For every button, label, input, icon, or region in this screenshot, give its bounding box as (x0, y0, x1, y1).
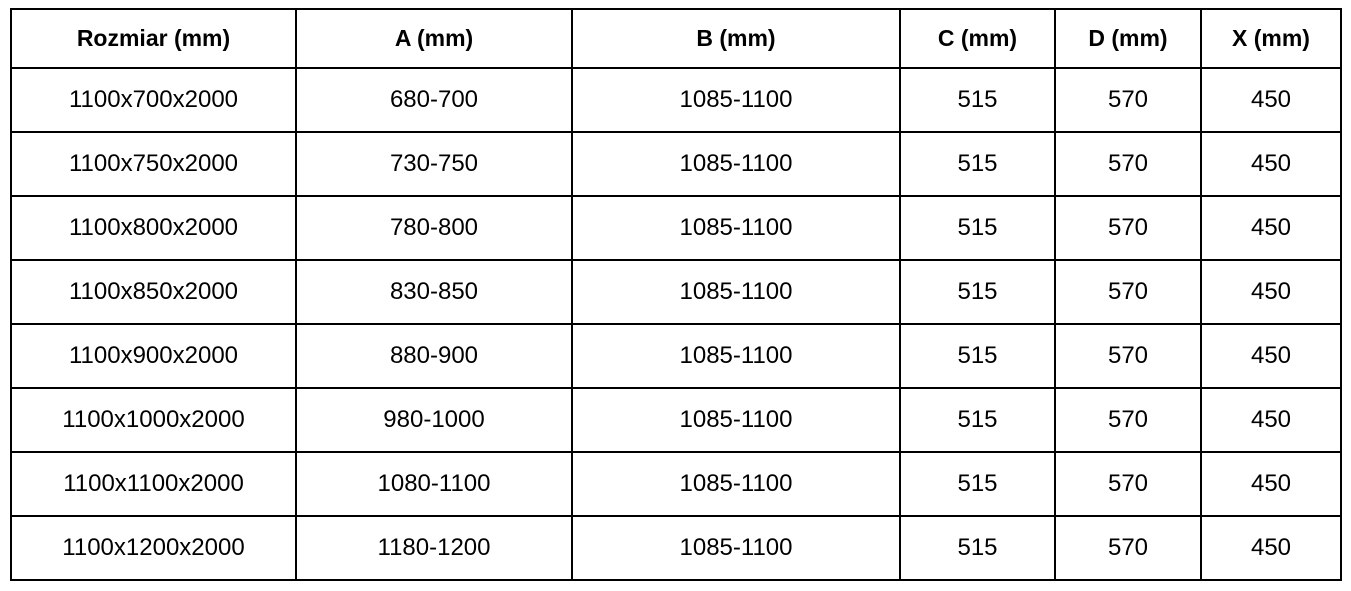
table-row (11, 516, 1341, 580)
cell-rozmiar: 1100x750x2000 (11, 132, 296, 196)
cell-c: 515 (900, 132, 1055, 196)
cell-b: 1085-1100 (572, 452, 900, 516)
cell-b: 1085-1100 (572, 388, 900, 452)
cell-rozmiar: 1100x900x2000 (11, 324, 296, 388)
cell-b: 1085-1100 (572, 260, 900, 324)
cell-c: 515 (900, 68, 1055, 132)
table-row (11, 68, 1341, 132)
table-row (11, 260, 1341, 324)
cell-a: 680-700 (296, 68, 572, 132)
cell-b: 1085-1100 (572, 132, 900, 196)
cell-a: 980-1000 (296, 388, 572, 452)
cell-b: 1085-1100 (572, 516, 900, 580)
cell-a: 880-900 (296, 324, 572, 388)
column-header-d: D (mm) (1055, 9, 1201, 68)
cell-rozmiar: 1100x1000x2000 (11, 388, 296, 452)
cell-rozmiar: 1100x1200x2000 (11, 516, 296, 580)
table-row (11, 452, 1341, 516)
cell-x: 450 (1201, 132, 1341, 196)
cell-a: 1080-1100 (296, 452, 572, 516)
cell-rozmiar: 1100x800x2000 (11, 196, 296, 260)
column-header-c: C (mm) (900, 9, 1055, 68)
cell-c: 515 (900, 388, 1055, 452)
dimension-table-container (10, 8, 1342, 581)
cell-c: 515 (900, 452, 1055, 516)
cell-x: 450 (1201, 260, 1341, 324)
table-row (11, 196, 1341, 260)
table-row (11, 388, 1341, 452)
cell-d: 570 (1055, 452, 1201, 516)
cell-c: 515 (900, 196, 1055, 260)
cell-x: 450 (1201, 196, 1341, 260)
cell-b: 1085-1100 (572, 324, 900, 388)
cell-a: 730-750 (296, 132, 572, 196)
table-row (11, 324, 1341, 388)
cell-a: 830-850 (296, 260, 572, 324)
cell-d: 570 (1055, 68, 1201, 132)
cell-a: 1180-1200 (296, 516, 572, 580)
cell-rozmiar: 1100x850x2000 (11, 260, 296, 324)
column-header-rozmiar: Rozmiar (mm) (11, 9, 296, 68)
cell-x: 450 (1201, 452, 1341, 516)
cell-b: 1085-1100 (572, 196, 900, 260)
cell-x: 450 (1201, 516, 1341, 580)
table-row (11, 132, 1341, 196)
column-header-x: X (mm) (1201, 9, 1341, 68)
cell-x: 450 (1201, 388, 1341, 452)
cell-c: 515 (900, 260, 1055, 324)
cell-rozmiar: 1100x700x2000 (11, 68, 296, 132)
cell-a: 780-800 (296, 196, 572, 260)
column-header-b: B (mm) (572, 9, 900, 68)
cell-d: 570 (1055, 516, 1201, 580)
cell-b: 1085-1100 (572, 68, 900, 132)
cell-c: 515 (900, 516, 1055, 580)
cell-d: 570 (1055, 324, 1201, 388)
column-header-a: A (mm) (296, 9, 572, 68)
cell-d: 570 (1055, 132, 1201, 196)
cell-d: 570 (1055, 196, 1201, 260)
cell-d: 570 (1055, 388, 1201, 452)
dimension-table (10, 8, 1342, 581)
cell-c: 515 (900, 324, 1055, 388)
cell-x: 450 (1201, 68, 1341, 132)
cell-rozmiar: 1100x1100x2000 (11, 452, 296, 516)
header-row (11, 9, 1341, 68)
cell-d: 570 (1055, 260, 1201, 324)
cell-x: 450 (1201, 324, 1341, 388)
